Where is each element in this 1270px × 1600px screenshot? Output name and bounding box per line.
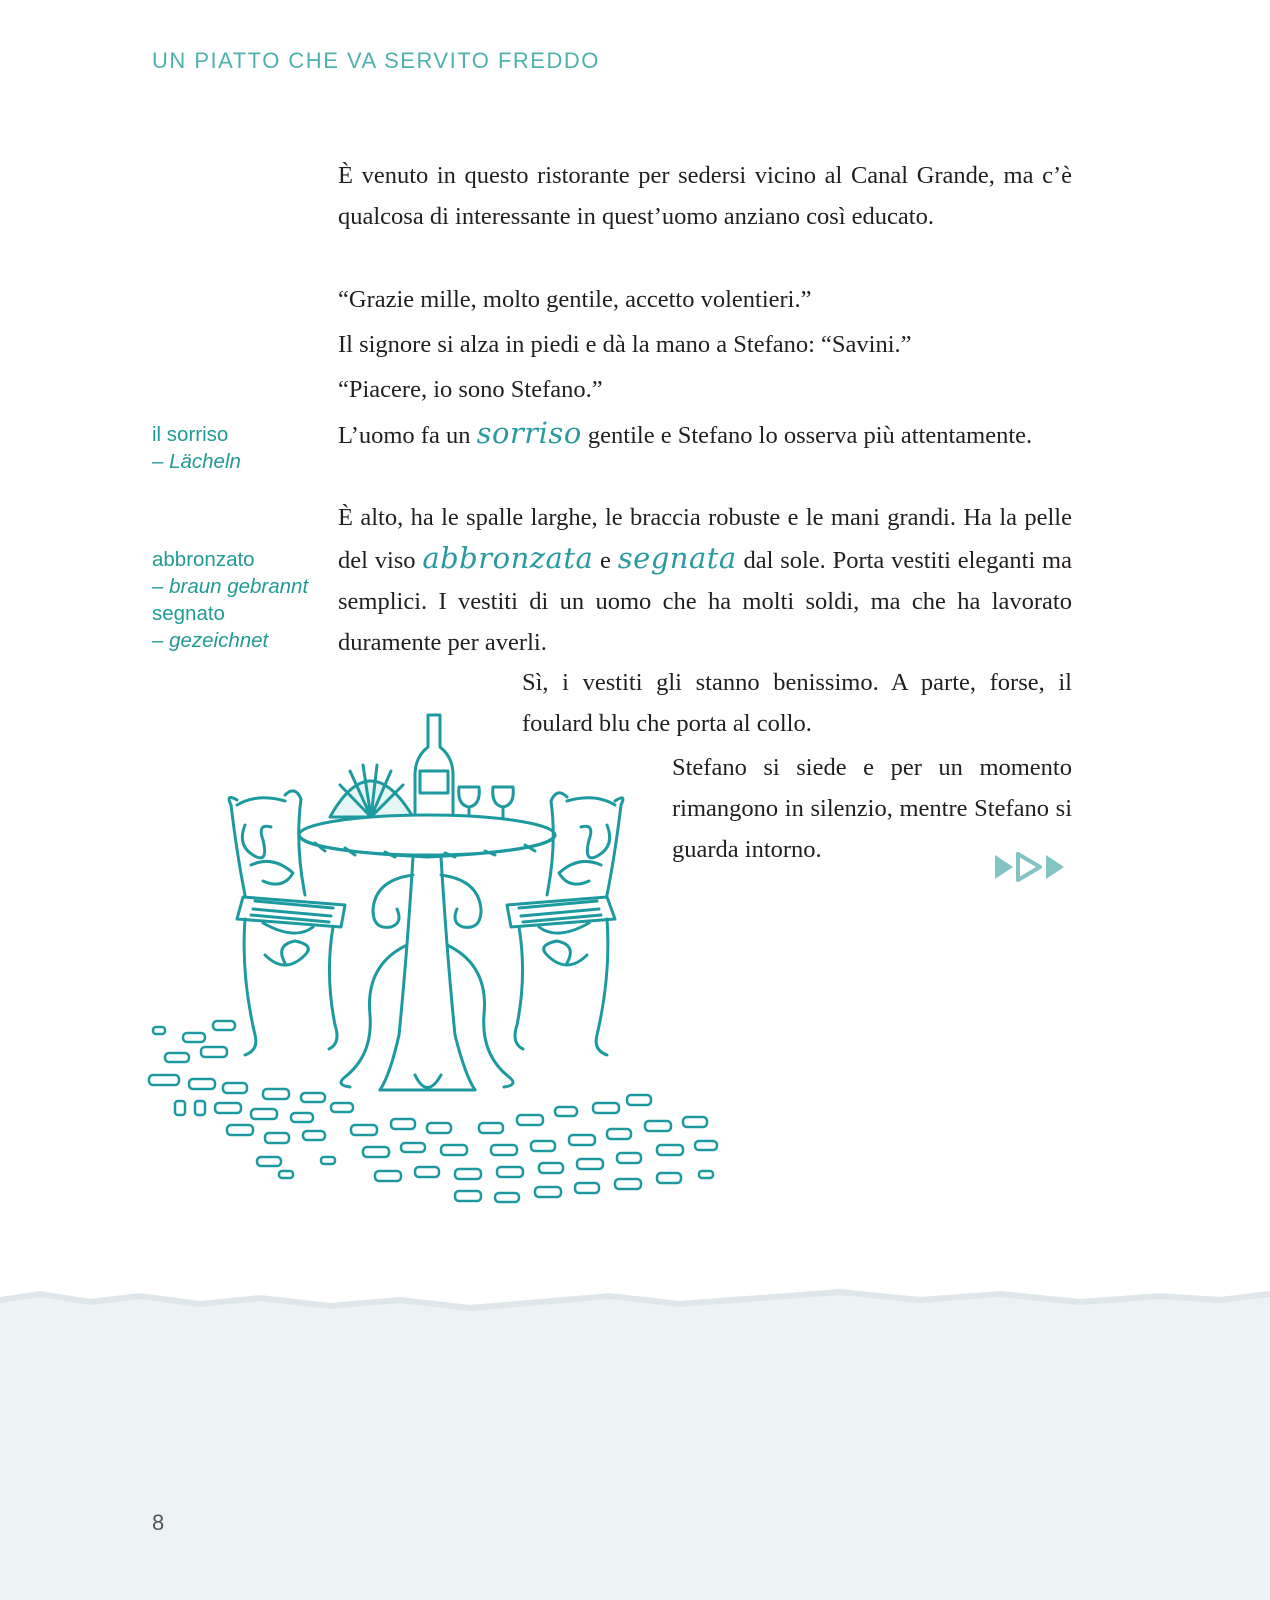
wine-bottle (415, 715, 453, 827)
torn-paper-edge (0, 1282, 1270, 1600)
paragraph-1: È venuto in questo ristorante per sedersi vicino al Canal Grande, ma c’è qualcosa di interessante in quest’uomo anziano così educato. (338, 162, 1072, 230)
gloss-term: segnato (152, 602, 225, 625)
gloss-translation: – gezeichnet (152, 629, 269, 652)
paragraph-6 (338, 497, 1072, 663)
paragraph-5-text-b: gentile e Stefano lo osserva più attentamente. (581, 422, 1033, 449)
paragraph-2: “Grazie mille, molto gentile, accetto volentieri.” (338, 286, 812, 313)
cafe-table-chairs-illustration (145, 705, 745, 1225)
paragraph-6-text-c: dal sole. Porta vestiti eleganti ma semplici. I vestiti di un uomo che ha molti soldi, ma che ha lavorato duramente per averli. (338, 547, 1072, 656)
page-number: 8 (152, 1510, 165, 1535)
gloss-translation: – braun gebrannt (152, 575, 309, 598)
triple-arrow-right-icon (993, 850, 1073, 884)
glossed-word-abbronzata: abbronzata (422, 541, 594, 575)
running-title: UN PIATTO CHE VA SERVITO FREDDO (152, 48, 600, 73)
gloss-term: abbronzato (152, 548, 255, 571)
paragraph-6-text-a: È alto, ha le spalle larghe, le braccia robuste e le mani grandi. Ha la pelle del viso (338, 504, 1072, 574)
gloss-translation: – Lächeln (152, 450, 241, 473)
paragraph-4: “Piacere, io sono Stefano.” (338, 376, 603, 403)
table-pedestal (341, 857, 513, 1090)
table-top (299, 815, 555, 857)
paragraph-5 (338, 413, 1072, 456)
cobblestones (149, 1021, 717, 1202)
gloss-abbronzato-segnato (152, 546, 308, 654)
glossed-word-sorriso: sorriso (476, 416, 582, 450)
paragraph-5-text-a: L’uomo fa un (338, 422, 477, 449)
glossed-word-segnata: segnata (617, 541, 737, 575)
paragraph-6-text-b: e (593, 547, 618, 574)
paragraph-7: Sì, i vestiti gli stanno benissimo. A parte, forse, il foulard blu che porta al collo. (522, 669, 1072, 737)
gloss-sorriso (152, 421, 241, 475)
gloss-term: il sorriso (152, 423, 229, 446)
napkin-fan (330, 765, 413, 817)
paragraph-3: Il signore si alza in piedi e dà la mano a Stefano: “Savini.” (338, 331, 912, 358)
paragraph-8: Stefano si siede e per un momento rimangono in silenzio, mentre Stefano si guarda intorno. (672, 754, 1072, 863)
